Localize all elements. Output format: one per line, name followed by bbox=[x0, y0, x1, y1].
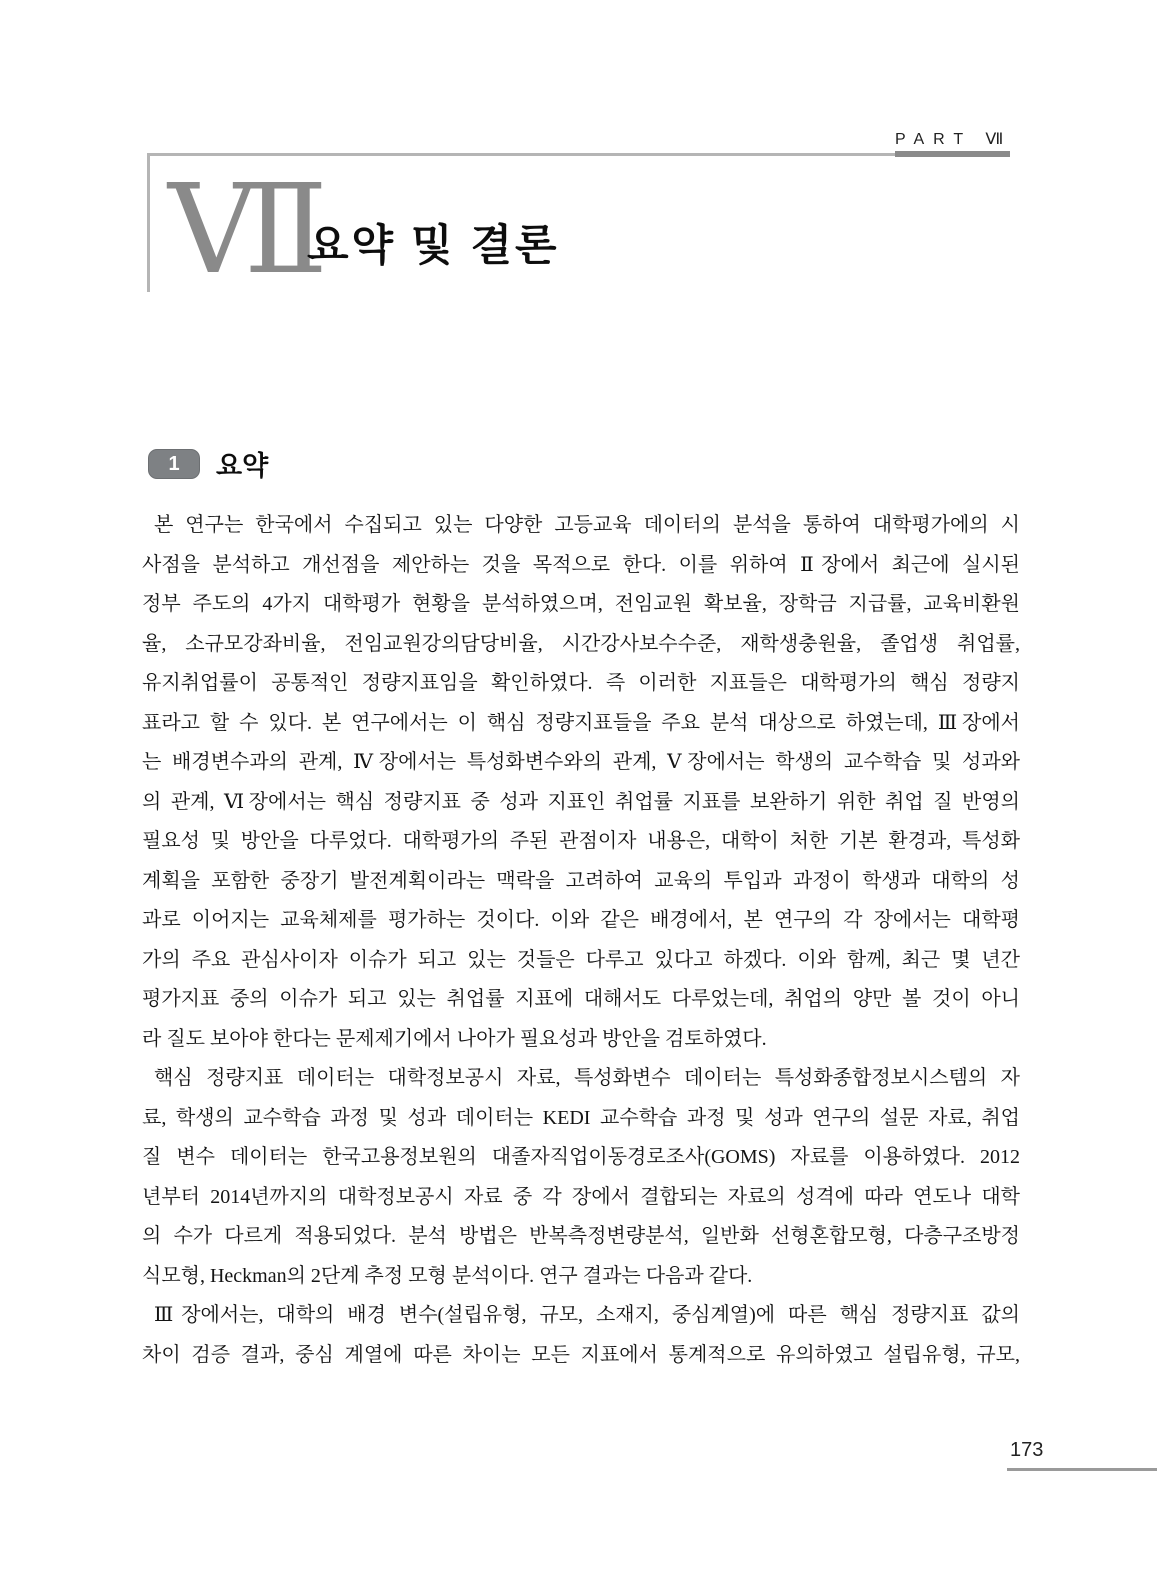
page-number: 173 bbox=[1010, 1439, 1044, 1461]
body-line: 년부터 2014년까지의 대학정보공시 자료 중 각 장에서 결합되는 자료의 성격에 따라 연도나 대학 bbox=[142, 1185, 1020, 1208]
body-line: 식모형, Heckman의 2단계 추정 모형 분석이다. 연구 결과는 다음과 같다. bbox=[142, 1264, 753, 1287]
part-label: PART Ⅶ bbox=[895, 131, 1013, 148]
body-text bbox=[142, 506, 1020, 1375]
body-line: 차이 검증 결과, 중심 계열에 따른 차이는 모든 지표에서 통계적으로 유의하였고 설립유형, 규모, bbox=[142, 1343, 1020, 1366]
body-line: 유지취업률이 공통적인 정량지표임을 확인하였다. 즉 이러한 지표들은 대학평가의 핵심 정량지 bbox=[142, 672, 1020, 694]
body-line: 필요성 및 방안을 다루었다. 대학평가의 주된 관점이자 내용은, 대학이 처한 기본 환경과, 특성화 bbox=[142, 830, 1020, 852]
header-rule-vertical bbox=[147, 153, 150, 292]
chapter-title: 요약 및 결론 bbox=[307, 222, 560, 270]
chapter-number: Ⅶ bbox=[168, 158, 329, 302]
header-rule-light bbox=[147, 153, 895, 156]
section-number-badge bbox=[148, 449, 200, 479]
body-line: 평가지표 중의 이슈가 되고 있는 취업률 지표에 대해서도 다루었는데, 취업의 양만 볼 것이 아니 bbox=[142, 988, 1020, 1010]
body-line: 의 수가 다르게 적용되었다. 분석 방법은 반복측정변량분석, 일반화 선형혼합모형, 다층구조방정 bbox=[142, 1225, 1020, 1247]
body-line: 정부 주도의 4가지 대학평가 현황을 분석하였으며, 전임교원 확보율, 장학금 지급률, 교육비환원 bbox=[142, 593, 1020, 615]
body-line: 핵심 정량지표 데이터는 대학정보공시 자료, 특성화변수 데이터는 특성화종합정보시스템의 자 bbox=[154, 1067, 1020, 1089]
body-line: 의 관계, Ⅵ장에서는 핵심 정량지표 중 성과 지표인 취업률 지표를 보완하기 위한 취업 질 반영의 bbox=[142, 790, 1020, 813]
body-line: 과로 이어지는 교육체제를 평가하는 것이다. 이와 같은 배경에서, 본 연구의 각 장에서는 대학평 bbox=[142, 909, 1020, 931]
body-line: 가의 주요 관심사이자 이슈가 되고 있는 것들은 다루고 있다고 하겠다. 이와 함께, 최근 몇 년간 bbox=[142, 948, 1020, 971]
section-number: 1 bbox=[168, 452, 180, 475]
body-line: 표라고 할 수 있다. 본 연구에서는 이 핵심 정량지표들을 주요 분석 대상으로 하였는데, Ⅲ장에서 bbox=[142, 711, 1020, 734]
body-line: Ⅲ장에서는, 대학의 배경 변수(설립유형, 규모, 소재지, 중심계열)에 따른 핵심 정량지표 값의 bbox=[154, 1304, 1020, 1326]
body-line: 질 변수 데이터는 한국고용정보원의 대졸자직업이동경로조사(GOMS) 자료를 이용하였다. 2012 bbox=[142, 1146, 1020, 1168]
footer-rule bbox=[1007, 1468, 1157, 1471]
body-line: 료, 학생의 교수학습 과정 및 성과 데이터는 KEDI 교수학습 과정 및 성과 연구의 설문 자료, 취업 bbox=[142, 1106, 1020, 1129]
body-line: 율, 소규모강좌비율, 전임교원강의담당비율, 시간강사보수수준, 재학생충원율, 졸업생 취업률, bbox=[142, 632, 1020, 655]
body-line: 사점을 분석하고 개선점을 제안하는 것을 목적으로 한다. 이를 위하여 Ⅱ장에서 최근에 실시된 bbox=[142, 553, 1020, 576]
body-line: 는 배경변수과의 관계, Ⅳ장에서는 특성화변수와의 관계, Ⅴ장에서는 학생의 교수학습 및 성과와 bbox=[142, 751, 1020, 773]
body-line: 계획을 포함한 중장기 발전계획이라는 맥락을 고려하여 교육의 투입과 과정이 학생과 대학의 성 bbox=[142, 869, 1020, 892]
body-line: 본 연구는 한국에서 수집되고 있는 다양한 고등교육 데이터의 분석을 통하여 대학평가에의 시 bbox=[154, 514, 1020, 536]
section-title: 요약 bbox=[216, 451, 269, 481]
body-line: 라 질도 보아야 한다는 문제제기에서 나아가 필요성과 방안을 검토하였다. bbox=[142, 1027, 767, 1050]
header-rule-dark bbox=[895, 151, 1010, 157]
